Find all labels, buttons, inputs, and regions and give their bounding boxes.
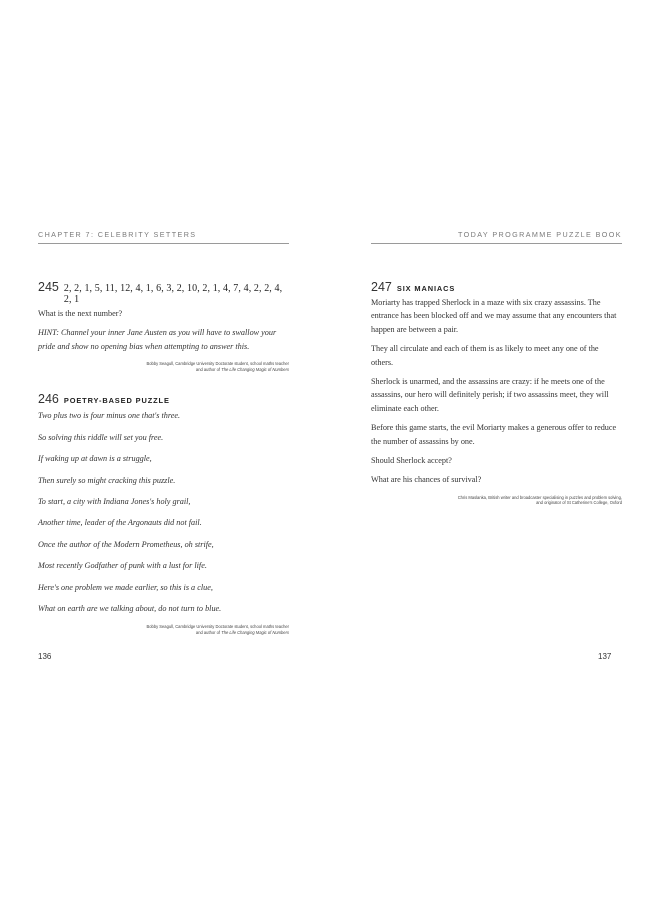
poem-line: So solving this riddle will set you free. <box>38 432 164 442</box>
puzzle-246-credit-book: The Life Changing Magic of Numbers <box>221 629 289 635</box>
puzzle-246-credit <box>38 624 289 635</box>
puzzle-246-number: 246 <box>38 392 59 407</box>
running-head-left: CHAPTER 7: CELEBRITY SETTERS <box>38 230 289 244</box>
puzzle-247-credit-line2: and originator of St Catherine's College, Oxford <box>536 500 622 506</box>
puzzle-247-paragraph: What are his chances of survival? <box>371 475 482 485</box>
poem-line: Two plus two is four minus one that's three. <box>38 411 181 421</box>
puzzle-245-question: What is the next number? <box>38 309 123 318</box>
puzzle-245-sequence: 2, 2, 1, 5, 11, 12, 4, 1, 6, 3, 2, 10, 2, 1, 4, 7, 4, 2, 2, 4, 2, 1 <box>63 283 283 305</box>
puzzle-245-credit-line2 <box>38 367 289 373</box>
puzzle-246-credit-prefix: and author of <box>195 629 222 635</box>
poem-line: Here's one problem we made earlier, so this is a clue, <box>38 582 213 592</box>
poem-line: To start, a city with Indiana Jones's holy grail, <box>38 496 191 506</box>
right-page <box>371 230 622 506</box>
puzzle-247-credit <box>371 495 622 506</box>
puzzle-247-paragraph: Sherlock is unarmed, and the assassins are crazy: if he meets one of the assassins, our hero will definitely perish; if two assassins meet, they will eliminate each other. <box>371 377 609 413</box>
poem-line: Most recently Godfather of punk with a lust for life. <box>38 561 207 571</box>
puzzle-246-credit-line1: Bobby Seagull, Cambridge University Doctorate student, school maths teacher <box>146 624 289 630</box>
puzzle-247-credit-line1: Chris Maslanka, British writer and broadcaster specialising in puzzles and problem solving, <box>457 494 622 500</box>
poem-line: If waking up at dawn is a struggle, <box>38 454 152 464</box>
puzzle-245-hint: HINT: Channel your inner Jane Austen as you will have to swallow your pride and show no opening bias when attempting to answer this. <box>38 328 277 351</box>
poem-line: Then surely so might cracking this puzzle. <box>38 475 176 485</box>
puzzle-245-credit-line1: Bobby Seagull, Cambridge University Doctorate student, school maths teacher <box>146 361 289 367</box>
poem-line: Another time, leader of the Argonauts did not fail. <box>38 518 202 528</box>
puzzle-247-paragraph: Moriarty has trapped Sherlock in a maze with six crazy assassins. The entrance has been blocked off and we may assume that any encounters that happen are between a pair. <box>371 298 617 334</box>
puzzle-247-paragraph: They all circulate and each of them is as likely to meet any one of the others. <box>371 344 599 367</box>
poem-line: What on earth are we talking about, do not turn to blue. <box>38 603 222 613</box>
puzzle-246-header <box>38 392 289 406</box>
puzzle-247-title: SIX MANIACS <box>396 284 456 293</box>
puzzle-246-title: POETRY-BASED PUZZLE <box>63 396 170 406</box>
puzzle-245-credit-prefix: and author of <box>195 366 222 372</box>
puzzle-247-paragraph: Should Sherlock accept? <box>371 456 452 466</box>
puzzle-247-header <box>371 280 622 294</box>
page-number-right: 137 <box>598 652 612 661</box>
puzzle-245-number: 245 <box>38 280 59 294</box>
puzzle-245-credit <box>38 361 289 372</box>
puzzle-246-credit-line2 <box>38 630 289 636</box>
puzzle-246-poem <box>38 410 289 615</box>
left-page <box>38 230 289 636</box>
page-number-left: 136 <box>38 652 52 661</box>
running-head-right: TODAY PROGRAMME PUZZLE BOOK <box>371 230 622 244</box>
puzzle-247-paragraph: Before this game starts, the evil Moriarty makes a generous offer to reduce the number of assassins by one. <box>371 423 617 446</box>
puzzle-245-credit-book: The Life Changing Magic of Numbers <box>221 366 289 372</box>
poem-line: Once the author of the Modern Prometheus, oh strife, <box>38 539 214 549</box>
puzzle-247-number: 247 <box>371 280 392 294</box>
puzzle-245-header <box>38 280 289 305</box>
